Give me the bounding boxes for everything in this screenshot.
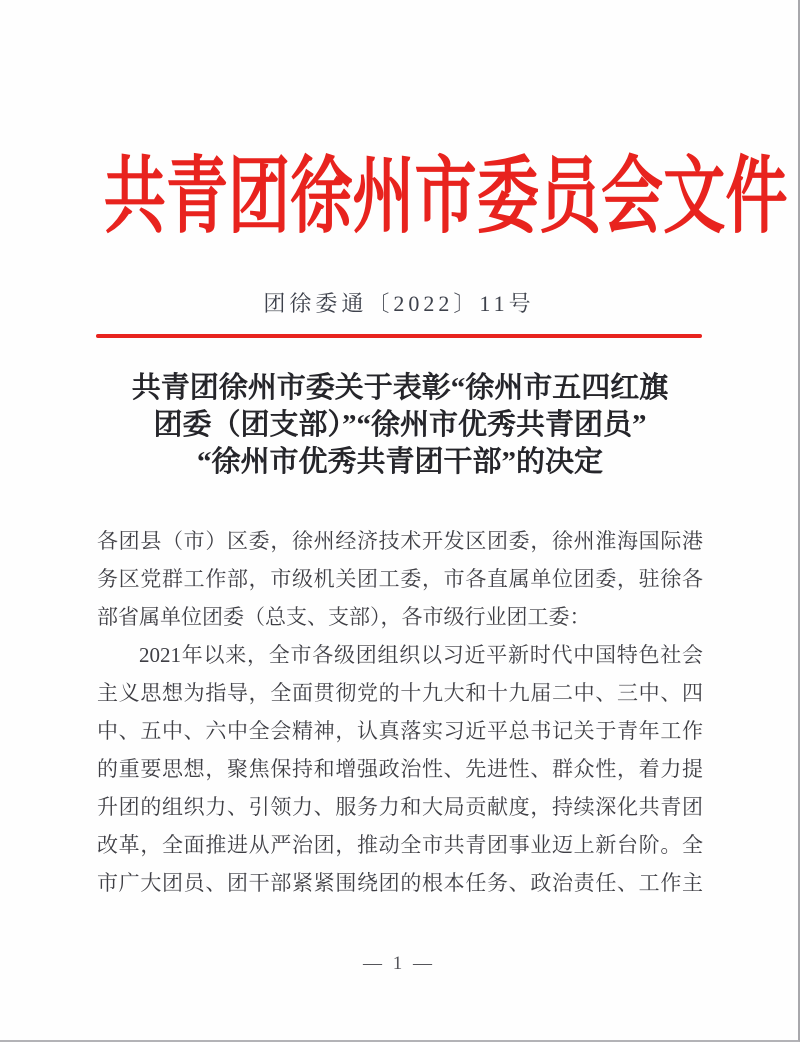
document-title-line: 团委（团支部）”“徐州市优秀共青团员” — [153, 409, 647, 441]
body-text-line: 各团县（市）区委，徐州经济技术开发区团委，徐州淮海国际港 — [97, 529, 703, 553]
document-title-line: 共青团徐州市委关于表彰“徐州市五四红旗 — [131, 372, 669, 404]
body-text-line: 部省属单位团委（总支、支部），各市级行业团工委： — [97, 605, 591, 629]
red-divider-line — [96, 334, 702, 338]
body-text-line: 市广大团员、团干部紧紧围绕团的根本任务、政治责任、工作主 — [97, 871, 703, 895]
letterhead-title: 共青团徐州市委员会文件 — [103, 151, 788, 244]
body-text-line: 主义思想为指导，全面贯彻党的十九大和十九届二中、三中、四 — [97, 681, 703, 705]
document-body — [97, 522, 703, 902]
body-text-line: 改革，全面推进从严治团，推动全市共青团事业迈上新台阶。全 — [97, 833, 703, 857]
body-text-line: 升团的组织力、引领力、服务力和大局贡献度，持续深化共青团 — [97, 795, 703, 819]
body-text-line: 务区党群工作部，市级机关团工委，市各直属单位团委，驻徐各 — [97, 567, 703, 591]
body-text-line: 2021年以来，全市各级团组织以习近平新时代中国特色社会 — [139, 643, 703, 667]
document-title-line: “徐州市优秀共青团干部”的决定 — [196, 446, 603, 478]
body-text-line: 的重要思想，聚焦保持和增强政治性、先进性、群众性，着力提 — [97, 757, 703, 781]
document-title — [50, 370, 750, 481]
page-number: — 1 — — [363, 953, 435, 974]
body-text-line: 中、五中、六中全会精神，认真落实习近平总书记关于青年工作 — [97, 719, 703, 743]
document-number: 团徐委通〔2022〕11号 — [263, 291, 535, 316]
